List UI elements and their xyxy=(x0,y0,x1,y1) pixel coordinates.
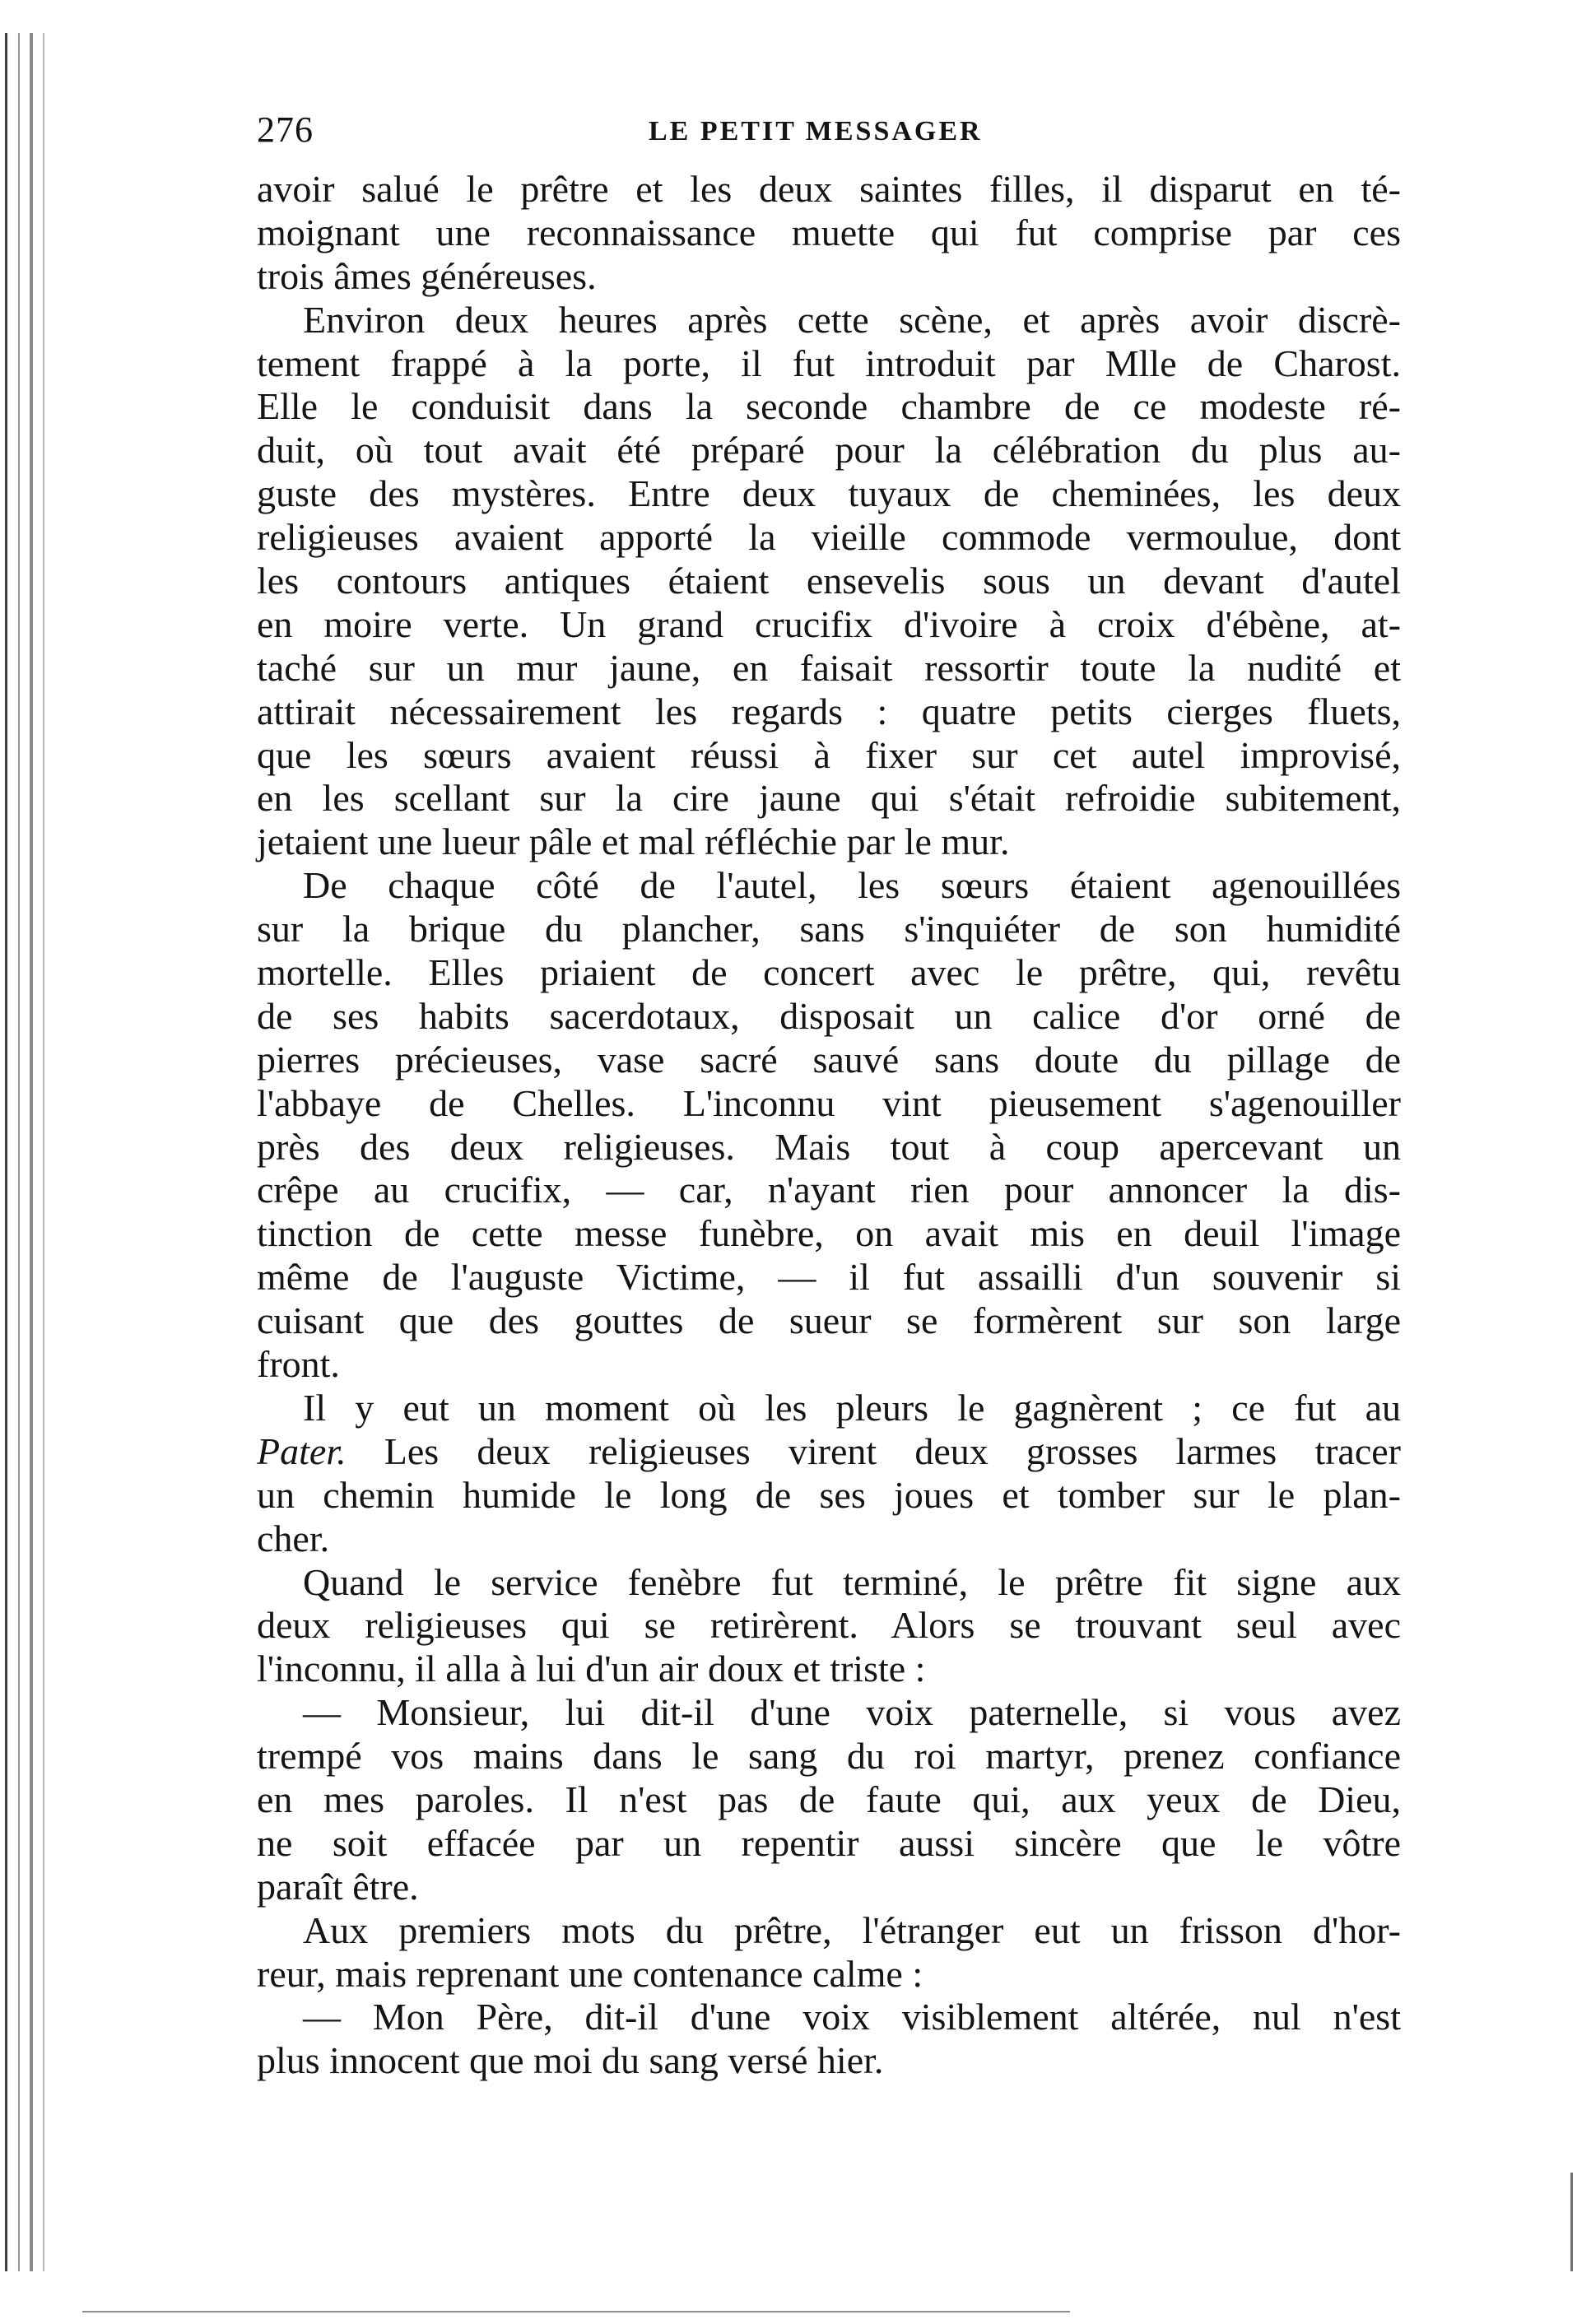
text-line: près des deux religieuses. Mais tout à coup apercevant un xyxy=(257,1125,1401,1168)
text-line: deux religieuses qui se retirèrent. Alors se trouvant seul avec xyxy=(257,1604,1401,1647)
text-line: Elle le conduisit dans la seconde chambre de ce modeste ré- xyxy=(257,385,1401,428)
text-line: front. xyxy=(257,1343,340,1386)
text-line-with-italic xyxy=(257,1430,1401,1474)
text-line: l'inconnu, il alla à lui d'un air doux et triste : xyxy=(257,1648,926,1690)
text-line: duit, où tout avait été préparé pour la célébration du plus au- xyxy=(257,429,1401,472)
binding-rule xyxy=(18,33,20,2271)
text-line: De chaque côté de l'autel, les sœurs étaient agenouillées xyxy=(303,864,1401,907)
text-line: reur, mais reprenant une contenance calme : xyxy=(257,1952,923,1995)
text-line: trois âmes généreuses. xyxy=(257,254,597,297)
text-line: plus innocent que moi du sang versé hier. xyxy=(257,2039,884,2082)
text-line: ne soit effacée par un repentir aussi sincère que le vôtre xyxy=(257,1821,1401,1864)
page-header xyxy=(257,105,1401,155)
text-line: moignant une reconnaissance muette qui fut comprise par ces xyxy=(257,211,1401,253)
text-line: en les scellant sur la cire jaune qui s'était refroidie subitement, xyxy=(257,777,1401,820)
text-line: Aux premiers mots du prêtre, l'étranger eut un frisson d'hor- xyxy=(303,1908,1401,1951)
text-line: mortelle. Elles priaient de concert avec le prêtre, qui, revêtu xyxy=(257,951,1401,994)
text-line: Il y eut un moment où les pleurs le gagnèrent ; ce fut au xyxy=(303,1386,1401,1429)
text-line: les contours antiques étaient ensevelis sous un devant d'autel xyxy=(257,560,1401,602)
body-text xyxy=(257,168,1401,2083)
text-line: Quand le service fenèbre fut terminé, le prêtre fit signe aux xyxy=(303,1560,1401,1603)
text-line: Environ deux heures après cette scène, et après avoir discrè- xyxy=(303,298,1401,341)
page-edge-mark xyxy=(1570,2173,1573,2271)
text-line: cher. xyxy=(257,1517,330,1559)
text-line: cuisant que des gouttes de sueur se formèrent sur son large xyxy=(257,1299,1401,1342)
text-line: en moire verte. Un grand crucifix d'ivoire à croix d'ébène, at- xyxy=(257,602,1401,645)
text-line: en mes paroles. Il n'est pas de faute qui, aux yeux de Dieu, xyxy=(257,1778,1401,1820)
text-line: tement frappé à la porte, il fut introduit par Mlle de Charost. xyxy=(257,342,1401,384)
binding-rule xyxy=(43,33,44,2271)
text-line: religieuses avaient apporté la vieille commode vermoulue, dont xyxy=(257,516,1401,559)
text-line: taché sur un mur jaune, en faisait ressortir toute la nudité et xyxy=(257,646,1401,689)
text-line: — Mon Père, dit-il d'une voix visiblement altérée, nul n'est xyxy=(303,1996,1401,2038)
binding-rule xyxy=(30,33,33,2271)
text-line: que les sœurs avaient réussi à fixer sur cet autel improvisé, xyxy=(257,733,1401,776)
text-line: attirait nécessairement les regards : quatre petits cierges fluets, xyxy=(257,690,1401,732)
binding-rule xyxy=(5,33,7,2271)
text-line: avoir salué le prêtre et les deux saintes filles, il disparut en té- xyxy=(257,168,1401,210)
text-line: pierres précieuses, vase sacré sauvé sans doute du pillage de xyxy=(257,1038,1401,1081)
text-line: même de l'auguste Victime, — il fut assailli d'un souvenir si xyxy=(257,1256,1401,1299)
running-head: LE PETIT MESSAGER xyxy=(649,116,983,146)
page-number: 276 xyxy=(257,109,314,150)
text-line: guste des mystères. Entre deux tuyaux de cheminées, les deux xyxy=(257,472,1401,515)
text-line: sur la brique du plancher, sans s'inquiéter de son humidité xyxy=(257,908,1401,951)
text-line: trempé vos mains dans le sang du roi martyr, prenez confiance xyxy=(257,1735,1401,1778)
bottom-edge-rule xyxy=(82,2311,1070,2312)
text-line: tinction de cette messe funèbre, on avait mis en deuil l'image xyxy=(257,1212,1401,1255)
text-line: un chemin humide le long de ses joues et tomber sur le plan- xyxy=(257,1473,1401,1516)
text-line: jetaient une lueur pâle et mal réfléchie par le mur. xyxy=(257,820,1010,863)
italic-word: Pater. xyxy=(257,1429,347,1472)
binding-edge xyxy=(0,33,51,2271)
text-line: — Monsieur, lui dit-il d'une voix paternelle, si vous avez xyxy=(303,1691,1401,1734)
text-line: crêpe au crucifix, — car, n'ayant rien pour annoncer la dis- xyxy=(257,1169,1401,1211)
text-line: paraît être. xyxy=(257,1865,419,1908)
text-line-rest: Les deux religieuses virent deux grosses larmes tracer xyxy=(346,1429,1401,1472)
text-line: l'abbaye de Chelles. L'inconnu vint pieusement s'agenouiller xyxy=(257,1081,1401,1124)
text-line: de ses habits sacerdotaux, disposait un calice d'or orné de xyxy=(257,994,1401,1037)
